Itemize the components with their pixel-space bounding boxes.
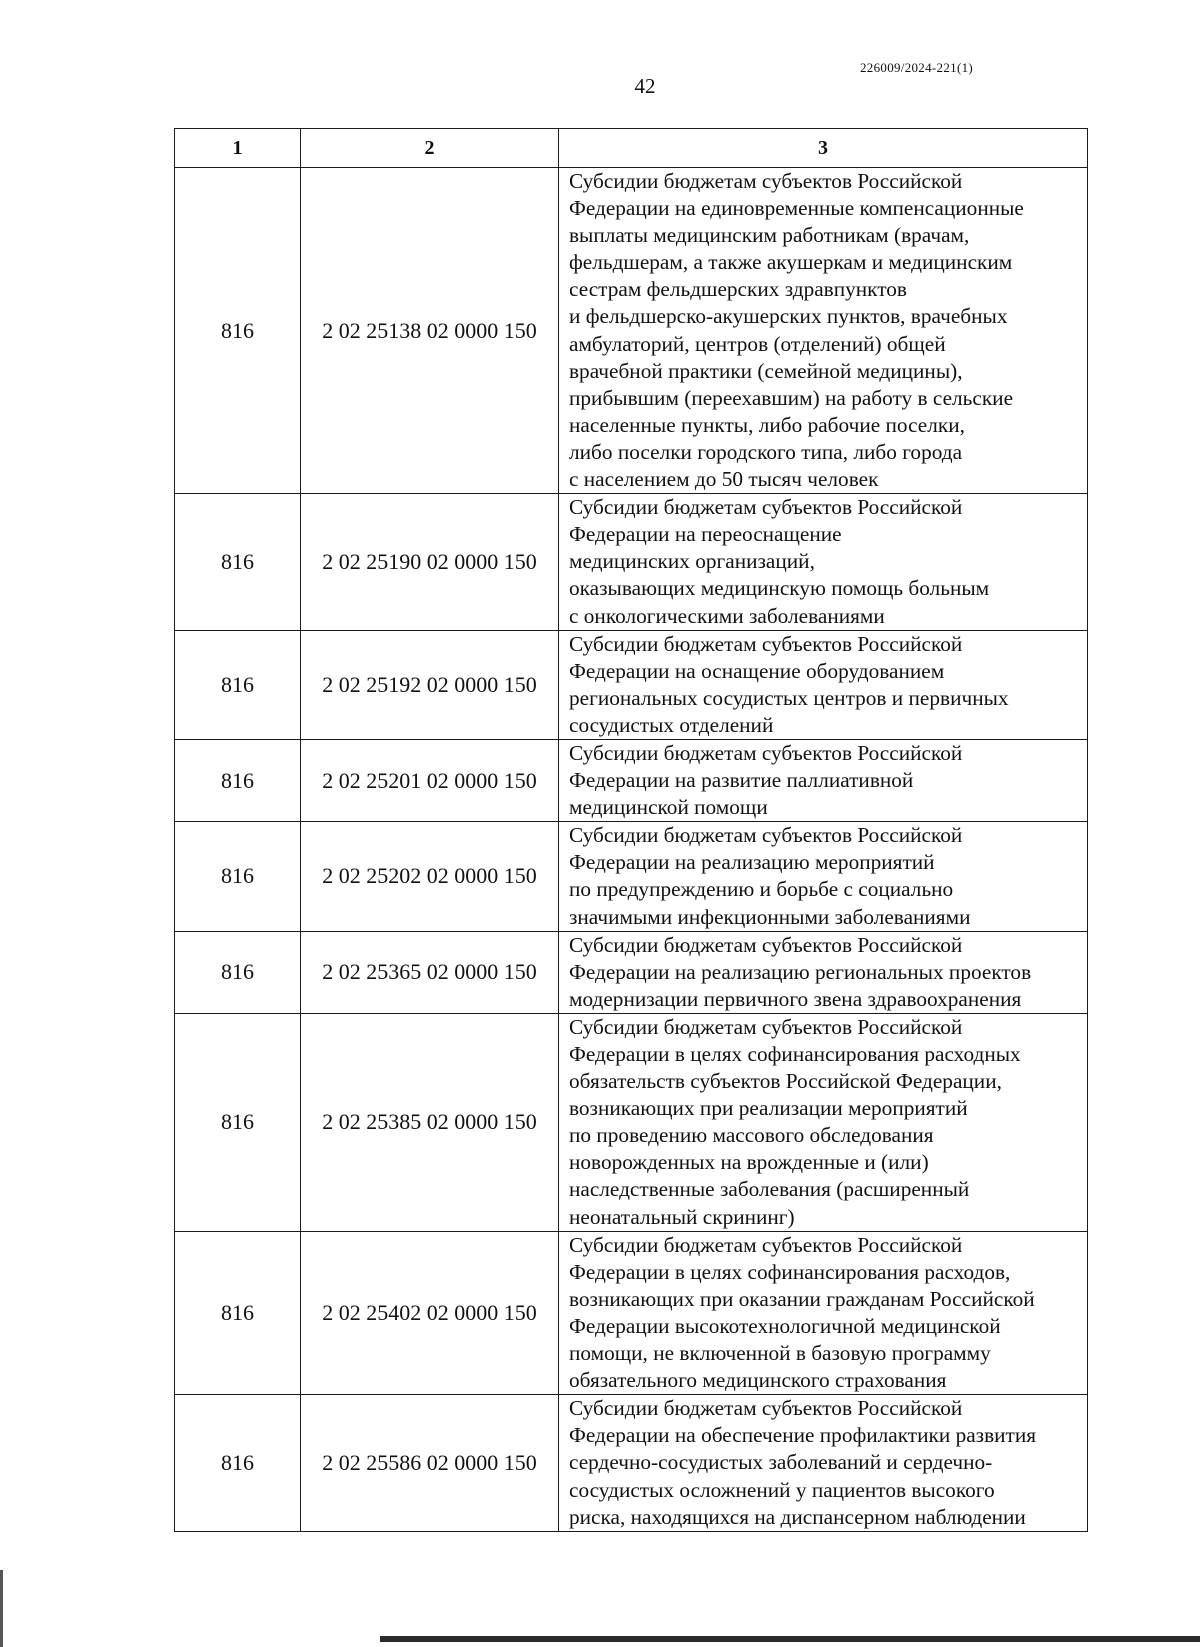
income-name-line: Субсидии бюджетам субъектов Российской — [569, 740, 963, 765]
table-row — [175, 1013, 1088, 1231]
income-name-cell — [559, 494, 1088, 630]
income-name-line: и фельдшерско-акушерских пунктов, врачебных — [569, 304, 1008, 329]
income-name-line: амбулаторий, центров (отделений) общей — [569, 331, 946, 356]
income-name-line: Федерации на единовременные компенсационные — [569, 196, 1024, 221]
table-row — [175, 630, 1088, 739]
income-code-cell: 2 02 25192 02 0000 150 — [301, 630, 559, 739]
income-code-cell: 2 02 25201 02 0000 150 — [301, 739, 559, 821]
admin-code-cell: 816 — [175, 931, 301, 1013]
income-name-line: Федерации на реализацию мероприятий — [569, 850, 935, 875]
income-name-line: по проведению массового обследования — [569, 1123, 934, 1148]
income-name-line: сосудистых отделений — [569, 712, 774, 737]
income-name-line: Федерации в целях софинансирования расходов, — [569, 1259, 1011, 1284]
income-name-line: риска, находящихся на диспансерном наблюдении — [569, 1504, 1026, 1529]
income-name-cell — [559, 1231, 1088, 1395]
income-name-line: населенные пункты, либо рабочие поселки, — [569, 412, 965, 437]
income-name-line: помощи, не включенной в базовую программу — [569, 1341, 991, 1366]
admin-code-cell: 816 — [175, 1013, 301, 1231]
income-name-line: сестрам фельдшерских здравпунктов — [569, 277, 907, 302]
income-name-line: новорожденных на врожденные и (или) — [569, 1150, 929, 1175]
income-name-line: обязательного медицинского страхования — [569, 1368, 947, 1393]
income-name-line: неонатальный скрининг) — [569, 1204, 795, 1229]
income-code-cell: 2 02 25365 02 0000 150 — [301, 931, 559, 1013]
column-header-1: 1 — [175, 129, 301, 168]
bottom-edge-line — [380, 1636, 1200, 1642]
income-name-line: прибывшим (переехавшим) на работу в сельские — [569, 385, 1014, 410]
income-code-cell: 2 02 25138 02 0000 150 — [301, 168, 559, 494]
income-name-line: Субсидии бюджетам субъектов Российской — [569, 932, 963, 957]
income-name-line: Субсидии бюджетам субъектов Российской — [569, 495, 963, 520]
income-name-line: Федерации высокотехнологичной медицинской — [569, 1313, 1001, 1338]
income-name-line: Субсидии бюджетам субъектов Российской — [569, 1396, 963, 1421]
income-name-cell — [559, 822, 1088, 931]
admin-code-cell: 816 — [175, 1231, 301, 1395]
table-row — [175, 1231, 1088, 1395]
document-registration-number: 226009/2024-221(1) — [860, 60, 973, 75]
income-code-cell: 2 02 25190 02 0000 150 — [301, 494, 559, 630]
admin-code-cell: 816 — [175, 1395, 301, 1531]
income-name-line: Федерации на обеспечение профилактики развития — [569, 1423, 1037, 1448]
income-name-line: выплаты медицинским работникам (врачам, — [569, 223, 970, 248]
income-codes-table-container — [174, 128, 1087, 1532]
column-header-3: 3 — [559, 129, 1088, 168]
income-code-cell: 2 02 25402 02 0000 150 — [301, 1231, 559, 1395]
income-code-cell: 2 02 25202 02 0000 150 — [301, 822, 559, 931]
income-name-cell — [559, 1395, 1088, 1531]
income-name-cell — [559, 168, 1088, 494]
income-name-line: Федерации на оснащение оборудованием — [569, 658, 945, 683]
table-row — [175, 822, 1088, 931]
income-code-cell: 2 02 25586 02 0000 150 — [301, 1395, 559, 1531]
table-row — [175, 739, 1088, 821]
income-name-line: Субсидии бюджетам субъектов Российской — [569, 631, 963, 656]
admin-code-cell: 816 — [175, 630, 301, 739]
income-name-line: сердечно-сосудистых заболеваний и сердечно- — [569, 1450, 993, 1475]
income-name-line: Федерации на переоснащение — [569, 522, 842, 547]
admin-code-cell: 816 — [175, 822, 301, 931]
income-name-line: либо поселки городского типа, либо города — [569, 439, 963, 464]
income-name-line: врачебной практики (семейной медицины), — [569, 358, 963, 383]
table-header-row — [175, 129, 1088, 168]
income-name-line: наследственные заболевания (расширенный — [569, 1177, 970, 1202]
page-number: 42 — [634, 74, 656, 98]
income-name-line: Федерации на развитие паллиативной — [569, 768, 914, 793]
income-name-line: сосудистых осложнений у пациентов высокого — [569, 1477, 995, 1502]
income-name-line: медицинской помощи — [569, 795, 768, 820]
income-name-line: фельдшерам, а также акушеркам и медицинским — [569, 250, 1013, 275]
income-name-cell — [559, 1013, 1088, 1231]
income-name-line: модернизации первичного звена здравоохранения — [569, 986, 1022, 1011]
column-header-2: 2 — [301, 129, 559, 168]
income-name-line: Субсидии бюджетам субъектов Российской — [569, 169, 963, 193]
income-name-cell — [559, 931, 1088, 1013]
income-name-line: Федерации в целях софинансирования расходных — [569, 1042, 1021, 1066]
admin-code-cell: 816 — [175, 168, 301, 494]
income-name-cell — [559, 739, 1088, 821]
income-name-line: Федерации на реализацию региональных проектов — [569, 959, 1032, 984]
income-name-line: с населением до 50 тысяч человек — [569, 467, 879, 492]
income-name-line: оказывающих медицинскую помощь больным — [569, 576, 990, 601]
income-name-line: по предупреждению и борьбе с социально — [569, 877, 954, 902]
table-body — [175, 168, 1088, 1532]
income-name-line: Субсидии бюджетам субъектов Российской — [569, 1232, 963, 1257]
income-code-cell: 2 02 25385 02 0000 150 — [301, 1013, 559, 1231]
income-name-line: возникающих при реализации мероприятий — [569, 1096, 968, 1121]
left-edge-mark — [0, 1570, 3, 1647]
income-name-line: Субсидии бюджетам субъектов Российской — [569, 823, 963, 848]
admin-code-cell: 816 — [175, 494, 301, 630]
income-name-line: региональных сосудистых центров и первичных — [569, 685, 1009, 710]
income-name-line: обязательств субъектов Российской Федерации, — [569, 1069, 1002, 1094]
table-row — [175, 168, 1088, 494]
income-name-line: значимыми инфекционными заболеваниями — [569, 904, 971, 929]
table-row — [175, 931, 1088, 1013]
table-row — [175, 494, 1088, 630]
income-name-line: Субсидии бюджетам субъектов Российской — [569, 1014, 963, 1039]
income-name-line: медицинских организаций, — [569, 549, 815, 574]
admin-code-cell: 816 — [175, 739, 301, 821]
income-codes-table — [174, 128, 1088, 1532]
table-row — [175, 1395, 1088, 1531]
income-name-line: с онкологическими заболеваниями — [569, 603, 885, 628]
income-name-line: возникающих при оказании гражданам Российской — [569, 1286, 1035, 1311]
income-name-cell — [559, 630, 1088, 739]
